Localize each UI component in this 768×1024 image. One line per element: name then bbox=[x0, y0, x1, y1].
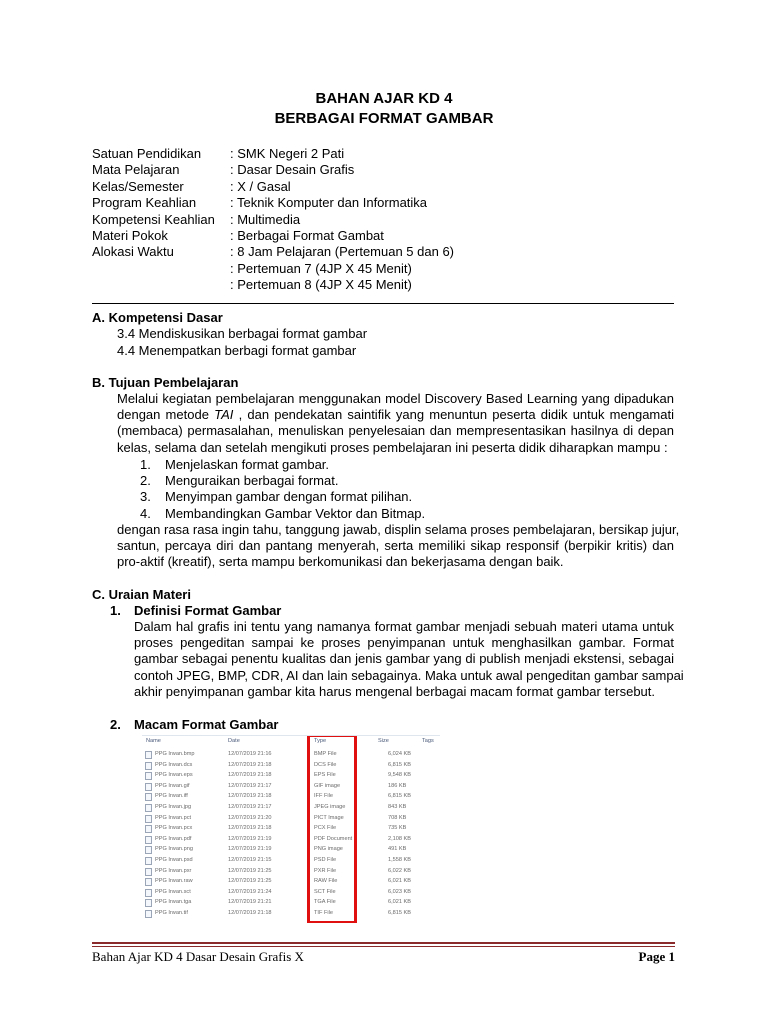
goal-text: Menyimpan gambar dengan format pilihan. bbox=[165, 489, 413, 505]
info-row bbox=[92, 244, 454, 260]
goal-text: Menguraikan berbagai format. bbox=[165, 473, 339, 489]
info-value: : Dasar Desain Grafis bbox=[230, 162, 355, 178]
paragraph-line: pro-aktif (kreatif), serta mampu berkomunikasi dan bekerjasama dengan baik. bbox=[117, 554, 564, 570]
file-size: 843 KB bbox=[388, 804, 407, 810]
paragraph-line: akhir penyimpanan gambar kita harus mengenal berbagai macam format gambar tersebut. bbox=[134, 683, 655, 699]
info-row bbox=[92, 228, 454, 244]
file-date: 12/07/2019 21:18 bbox=[228, 772, 272, 779]
file-name: PPG Irwan.pcx bbox=[155, 825, 193, 832]
goal-item bbox=[140, 457, 425, 473]
file-type: PNG image bbox=[314, 846, 343, 853]
file-icon bbox=[145, 783, 152, 791]
info-label: Mata Pelajaran bbox=[92, 162, 180, 178]
doc-title: BAHAN AJAR KD 4 bbox=[315, 90, 453, 107]
file-size: 708 KB bbox=[388, 814, 407, 821]
file-name: PPG Irwan.pdf bbox=[155, 835, 192, 842]
file-icon bbox=[145, 910, 152, 918]
file-row[interactable] bbox=[142, 867, 440, 877]
section-b-heading: B. Tujuan Pembelajaran bbox=[92, 375, 239, 390]
file-type: GIF image bbox=[314, 782, 341, 789]
file-date: 12/07/2019 21:25 bbox=[228, 867, 272, 874]
goal-text: Membandingkan Gambar Vektor dan Bitmap. bbox=[165, 505, 426, 521]
file-icon bbox=[145, 889, 152, 897]
file-size: 1,558 KB bbox=[388, 857, 412, 863]
info-value: : SMK Negeri 2 Pati bbox=[230, 146, 345, 161]
file-size: 186 KB bbox=[388, 782, 407, 789]
file-icon bbox=[145, 815, 152, 823]
file-name: PPG Irwan.pct bbox=[155, 814, 192, 821]
sub1-title: Definisi Format Gambar bbox=[134, 603, 282, 618]
file-name: PPG Irwan.dcs bbox=[155, 761, 193, 768]
file-row[interactable] bbox=[142, 771, 440, 781]
info-table bbox=[92, 146, 454, 294]
goal-number: 2. bbox=[140, 473, 151, 489]
kd-item: 4.4 Menempatkan berbagi format gambar bbox=[117, 343, 357, 358]
info-row bbox=[92, 162, 454, 178]
sub1-number: 1. bbox=[110, 603, 121, 618]
objective-paragraph bbox=[117, 391, 674, 456]
file-row[interactable] bbox=[142, 814, 440, 824]
goal-number: 4. bbox=[140, 505, 151, 521]
file-date: 12/07/2019 21:17 bbox=[228, 782, 272, 789]
paragraph-line: dengan metode TAI , dan pendekatan saintifik yang menuntun peserta didik untuk mengamati bbox=[117, 407, 674, 423]
paragraph-line: (membaca) permasalahan, menuliskan penyelesaian dan mempresentasikan hasilnya di depan bbox=[117, 423, 674, 439]
file-type: TGA File bbox=[314, 899, 336, 906]
col-tags: Tags bbox=[422, 738, 434, 744]
file-icon bbox=[145, 899, 152, 907]
file-name: PPG Irwan.tga bbox=[155, 899, 192, 906]
file-name: PPG Irwan.raw bbox=[155, 878, 193, 885]
file-size: 6,815 KB bbox=[388, 910, 412, 916]
file-size: 2,108 KB bbox=[388, 835, 412, 842]
file-row[interactable] bbox=[142, 877, 440, 887]
file-date: 12/07/2019 21:17 bbox=[228, 804, 272, 810]
file-row[interactable] bbox=[142, 909, 440, 919]
file-size: 9,548 KB bbox=[388, 772, 412, 779]
info-value: : X / Gasal bbox=[230, 178, 291, 194]
file-type: TIF File bbox=[314, 910, 333, 916]
file-name: PPG Irwan.tif bbox=[155, 910, 188, 916]
file-date: 12/07/2019 21:21 bbox=[228, 899, 272, 906]
file-explorer-screenshot bbox=[142, 735, 440, 923]
file-icon bbox=[145, 836, 152, 844]
footer-rule bbox=[92, 942, 675, 944]
file-icon bbox=[145, 793, 152, 801]
info-value: : 8 Jam Pelajaran (Pertemuan 5 dan 6) bbox=[230, 244, 455, 260]
footer-rule bbox=[92, 946, 675, 947]
file-name: PPG Irwan.png bbox=[155, 846, 193, 853]
file-type: RAW File bbox=[314, 878, 338, 885]
file-date: 12/07/2019 21:18 bbox=[228, 825, 272, 832]
file-size: 6,815 KB bbox=[388, 793, 412, 800]
info-value: : Pertemuan 7 (4JP X 45 Menit) bbox=[230, 260, 412, 276]
file-date: 12/07/2019 21:19 bbox=[228, 846, 272, 853]
file-type: PCX File bbox=[314, 825, 337, 832]
file-date: 12/07/2019 21:18 bbox=[228, 910, 272, 916]
file-icon bbox=[145, 825, 152, 833]
file-icon bbox=[145, 772, 152, 780]
file-name: PPG Irwan.sct bbox=[155, 888, 191, 895]
paragraph-line: Dalam hal grafis ini tentu yang namanya format gambar menjadi sebuah materi utama untuk bbox=[134, 619, 674, 634]
file-row[interactable] bbox=[142, 803, 440, 813]
info-row bbox=[92, 179, 454, 195]
file-type: EPS File bbox=[314, 772, 336, 779]
file-name: PPG Irwan.bmp bbox=[155, 751, 195, 757]
file-type: PDF Document bbox=[314, 835, 353, 842]
file-date: 12/07/2019 21:16 bbox=[228, 751, 272, 757]
definition-paragraph bbox=[134, 619, 684, 700]
file-type: BMP File bbox=[314, 751, 337, 757]
info-value: : Multimedia bbox=[230, 211, 301, 227]
file-row[interactable] bbox=[142, 750, 440, 760]
file-icon bbox=[145, 846, 152, 854]
file-icon bbox=[145, 751, 152, 759]
footer-text: Bahan Ajar KD 4 Dasar Desain Grafis X bbox=[92, 949, 304, 964]
tai-method: TAI bbox=[214, 407, 234, 423]
file-icon bbox=[145, 762, 152, 770]
info-label: Materi Pokok bbox=[92, 227, 168, 243]
file-size: 491 KB bbox=[388, 846, 407, 853]
page-number: Page 1 bbox=[638, 949, 675, 964]
file-row[interactable] bbox=[142, 792, 440, 802]
file-row[interactable] bbox=[142, 888, 440, 898]
info-label: Kelas/Semester bbox=[92, 178, 184, 194]
col-size: Size bbox=[378, 738, 389, 744]
file-icon bbox=[145, 804, 152, 812]
file-type: PSD File bbox=[314, 857, 337, 863]
file-size: 6,021 KB bbox=[388, 899, 412, 906]
goal-number: 1. bbox=[140, 457, 151, 472]
file-name: PPG Irwan.gif bbox=[155, 782, 190, 789]
info-label: Kompetensi Keahlian bbox=[92, 211, 215, 227]
type-column-highlight bbox=[307, 735, 357, 923]
info-value: : Pertemuan 8 (4JP X 45 Menit) bbox=[230, 277, 412, 293]
file-type: IFF File bbox=[314, 793, 333, 800]
col-type: Type bbox=[314, 738, 327, 744]
col-date: Date bbox=[228, 738, 240, 744]
file-type: DCS File bbox=[314, 761, 337, 768]
paragraph-line: gambar sebagai penentu kualitas dan jenis gambar yang di publish menjadi ekstensi, sebagai bbox=[134, 651, 674, 667]
col-name: Name bbox=[146, 738, 161, 744]
file-name: PPG Irwan.psd bbox=[155, 857, 193, 863]
file-type: PICT Image bbox=[314, 814, 344, 821]
info-label bbox=[92, 277, 230, 293]
file-date: 12/07/2019 21:24 bbox=[228, 888, 272, 895]
file-row[interactable] bbox=[142, 856, 440, 866]
sub2-title: Macam Format Gambar bbox=[134, 717, 279, 732]
explorer-header bbox=[142, 737, 440, 747]
sub2-number: 2. bbox=[110, 717, 121, 732]
file-type: SCT File bbox=[314, 888, 336, 895]
file-date: 12/07/2019 21:18 bbox=[228, 793, 272, 800]
file-size: 6,021 KB bbox=[388, 878, 412, 885]
file-row[interactable] bbox=[142, 824, 440, 834]
info-label: Satuan Pendidikan bbox=[92, 146, 202, 161]
file-date: 12/07/2019 21:19 bbox=[228, 835, 272, 842]
file-size: 735 KB bbox=[388, 825, 407, 832]
divider bbox=[92, 303, 674, 304]
file-row[interactable] bbox=[142, 835, 440, 845]
info-row bbox=[92, 146, 454, 162]
file-name: PPG Irwan.jpg bbox=[155, 804, 192, 810]
paragraph-line: contoh JPEG, BMP, CDR, AI dan lain sebagainya. Maka untuk awal pengeditan gambar sampai bbox=[134, 667, 684, 683]
file-icon bbox=[145, 878, 152, 886]
file-name: PPG Irwan.iff bbox=[155, 793, 188, 800]
paragraph-line: santun, percaya diri dan pantang menyerah, serta memiliki sikap responsif (berpikir kritis) dan bbox=[117, 538, 674, 554]
paragraph-line: Melalui kegiatan pembelajaran menggunakan model Discovery Based Learning yang dipadukan bbox=[117, 391, 674, 406]
file-date: 12/07/2019 21:15 bbox=[228, 857, 272, 863]
file-date: 12/07/2019 21:18 bbox=[228, 761, 272, 768]
goal-item bbox=[140, 489, 425, 505]
info-value: : Teknik Komputer dan Informatika bbox=[230, 195, 428, 211]
goal-text: Menjelaskan format gambar. bbox=[165, 457, 330, 472]
attitude-paragraph bbox=[117, 522, 680, 571]
info-label: Program Keahlian bbox=[92, 195, 197, 211]
file-size: 6,022 KB bbox=[388, 867, 412, 874]
file-size: 6,815 KB bbox=[388, 761, 412, 768]
file-date: 12/07/2019 21:25 bbox=[228, 878, 272, 885]
section-c-heading: C. Uraian Materi bbox=[92, 587, 191, 602]
paragraph-line: proses pengeditan sampai ke proses penyimpanan untuk menghasilkan gambar. Format bbox=[134, 635, 674, 651]
goal-item bbox=[140, 506, 425, 522]
info-row bbox=[92, 261, 454, 277]
file-type: PXR File bbox=[314, 867, 337, 874]
goals-list bbox=[140, 457, 425, 522]
file-type: JPEG image bbox=[314, 804, 346, 810]
info-row bbox=[92, 212, 454, 228]
file-icon bbox=[145, 857, 152, 865]
info-label: Alokasi Waktu bbox=[92, 244, 174, 260]
info-value: : Berbagai Format Gambat bbox=[230, 227, 384, 243]
goal-number: 3. bbox=[140, 489, 151, 505]
paragraph-line: dengan rasa rasa ingin tahu, tanggung jawab, displin selama proses pembelajaran, bersikap jujur, bbox=[117, 522, 680, 537]
file-name: PPG Irwan.pxr bbox=[155, 867, 192, 874]
info-label bbox=[92, 261, 230, 277]
file-row[interactable] bbox=[142, 761, 440, 771]
info-row bbox=[92, 195, 454, 211]
file-icon bbox=[145, 868, 152, 876]
kd-item: 3.4 Mendiskusikan berbagai format gambar bbox=[117, 326, 368, 341]
file-name: PPG Irwan.eps bbox=[155, 772, 193, 779]
paragraph-line: kelas, selama dan setelah mengikuti proses pembelajaran ini peserta didik diharapkan mampu : bbox=[117, 439, 668, 455]
info-row bbox=[92, 277, 454, 293]
goal-item bbox=[140, 473, 425, 489]
file-date: 12/07/2019 21:20 bbox=[228, 814, 272, 821]
section-a-heading: A. Kompetensi Dasar bbox=[92, 310, 223, 325]
file-row[interactable] bbox=[142, 845, 440, 855]
file-row[interactable] bbox=[142, 782, 440, 792]
doc-subtitle: BERBAGAI FORMAT GAMBAR bbox=[274, 110, 494, 127]
file-size: 6,024 KB bbox=[388, 751, 412, 757]
file-size: 6,023 KB bbox=[388, 888, 412, 895]
file-row[interactable] bbox=[142, 898, 440, 908]
